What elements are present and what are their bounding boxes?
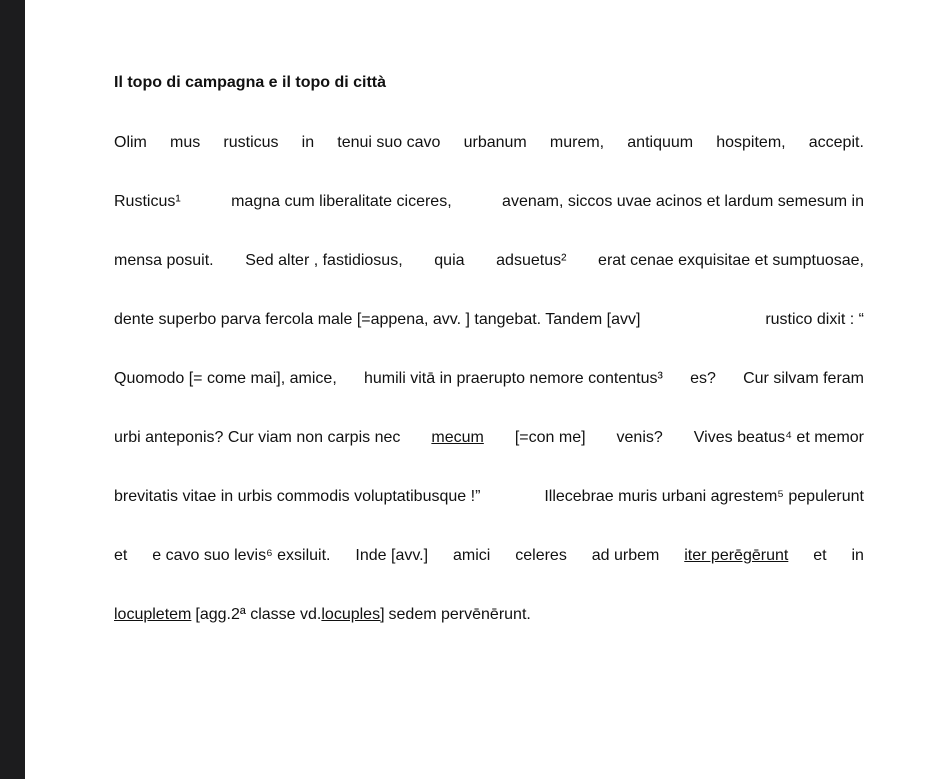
text-line-9 bbox=[114, 605, 864, 625]
text-segment: murem, bbox=[549, 134, 605, 151]
underlined-word: mecum bbox=[431, 429, 484, 446]
text-segment: Olim bbox=[114, 134, 147, 151]
text-line-6 bbox=[114, 428, 864, 448]
text-segment: Illecebrae muris urbani agrestem⁵ pepulerunt bbox=[544, 488, 864, 505]
text-line-2 bbox=[114, 192, 864, 212]
text-segment: brevitatis vitae in urbis commodis voluptatibusque !” bbox=[114, 488, 481, 505]
text-segment: antiquum bbox=[627, 134, 694, 151]
text-segment: [agg.2ª classe vd. bbox=[195, 606, 322, 623]
document-page bbox=[25, 0, 932, 779]
text-segment: rustico dixit : “ bbox=[765, 311, 864, 328]
text-segment: et bbox=[114, 547, 128, 564]
text-segment: urbanum bbox=[463, 134, 527, 151]
text-segment: erat cenae exquisitae et sumptuosae, bbox=[598, 252, 864, 269]
text-segment: Sed alter , fastidiosus, bbox=[245, 252, 403, 269]
text-segment: hospitem, bbox=[716, 134, 786, 151]
text-segment: et bbox=[813, 547, 827, 564]
text-segment: ad urbem bbox=[591, 547, 660, 564]
text-segment: Cur silvam feram bbox=[743, 370, 864, 387]
text-segment: in bbox=[851, 547, 864, 564]
text-segment: Rusticus¹ bbox=[114, 193, 181, 210]
text-segment: mensa posuit. bbox=[114, 252, 214, 269]
text-line-3 bbox=[114, 251, 864, 271]
text-segment: celeres bbox=[515, 547, 567, 564]
text-segment: mus bbox=[170, 134, 201, 151]
text-segment: avenam, siccos uvae acinos et lardum semesum in bbox=[502, 193, 864, 210]
text-segment: in bbox=[301, 134, 315, 151]
text-line-1 bbox=[114, 133, 864, 153]
text-segment: rusticus bbox=[223, 134, 279, 151]
underlined-phrase: iter perēgērunt bbox=[684, 547, 789, 564]
text-segment: Quomodo [= come mai], amice, bbox=[114, 370, 337, 387]
text-segment: adsuetus² bbox=[496, 252, 567, 269]
text-segment: es? bbox=[690, 370, 716, 387]
text-segment: amici bbox=[452, 547, 491, 564]
underlined-word: locuples] bbox=[321, 606, 385, 623]
text-segment: venis? bbox=[616, 429, 663, 446]
text-segment: humili vitā in praerupto nemore contentus³ bbox=[364, 370, 663, 387]
viewer-side-bar bbox=[0, 0, 25, 779]
text-segment: sedem pervēnērunt. bbox=[388, 606, 531, 623]
text-segment: Inde [avv.] bbox=[355, 547, 429, 564]
text-segment: quia bbox=[434, 252, 465, 269]
document-title: Il topo di campagna e il topo di città bbox=[114, 74, 387, 91]
text-segment: dente superbo parva fercola male [=appena, avv. ] tangebat. Tandem [avv] bbox=[114, 311, 641, 328]
text-line-4 bbox=[114, 310, 864, 330]
text-segment: urbi anteponis? Cur viam non carpis nec bbox=[114, 429, 401, 446]
text-segment: accepit. bbox=[808, 134, 864, 151]
text-segment: magna cum liberalitate ciceres, bbox=[231, 193, 452, 210]
text-line-8 bbox=[114, 546, 864, 566]
text-segment: e cavo suo levis⁶ exsiluit. bbox=[152, 547, 331, 564]
text-segment: [=con me] bbox=[514, 429, 586, 446]
text-segment: Vives beatus⁴ et memor bbox=[693, 429, 864, 446]
text-segment: tenui suo cavo bbox=[337, 134, 441, 151]
text-line-7 bbox=[114, 487, 864, 507]
text-line-5 bbox=[114, 369, 864, 389]
underlined-word: locupletem bbox=[114, 606, 192, 623]
